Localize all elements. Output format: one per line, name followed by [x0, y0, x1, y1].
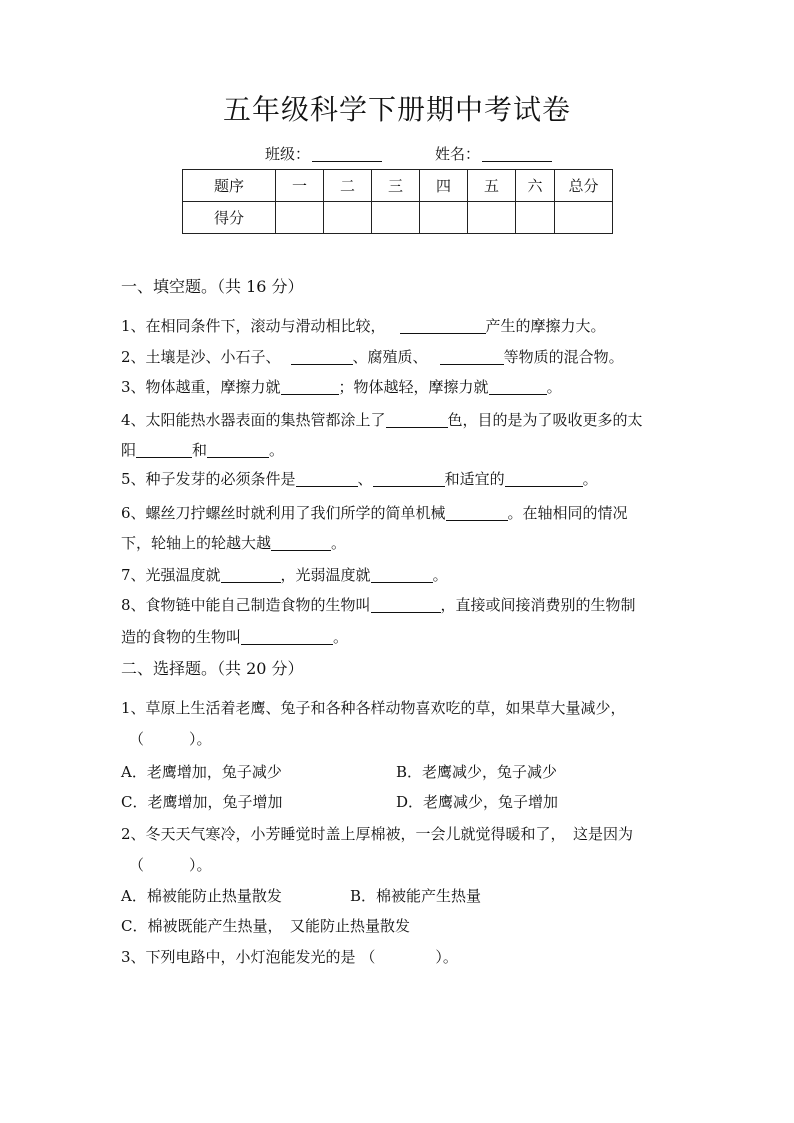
class-field [265, 143, 382, 164]
answer-blank[interactable] [221, 566, 281, 583]
choice-question-3-stem: 3、下列电路中，小灯泡能发光的是 （ ）。 [121, 948, 458, 966]
choice-question-2-paren[interactable]: （ ）。 [129, 856, 212, 874]
fill-question-7 [121, 564, 448, 585]
choice-question-2-stem: 2、冬天天气寒冷，小芳睡觉时盖上厚棉被，一会儿就觉得暖和了， 这是因为 [121, 825, 634, 843]
fill-question-8-cont [121, 626, 348, 647]
name-blank[interactable] [482, 145, 552, 162]
choice-2-option-a[interactable]: A．棉被能防止热量散发 [121, 887, 282, 905]
fill-question-5 [121, 468, 598, 489]
q-text: 。 [582, 470, 598, 488]
fill-question-2 [121, 346, 624, 367]
answer-blank[interactable] [489, 378, 547, 395]
class-label: 班级： [265, 145, 311, 163]
choice-question-1-stem: 1、草原上生活着老鹰、兔子和各种各样动物喜欢吃的草，如果草大量减少， [121, 699, 626, 717]
answer-blank[interactable] [386, 411, 448, 428]
q-text: 1、在相同条件下，滚动与滑动相比较， [121, 317, 386, 335]
q-text: 3、物体越重，摩擦力就 [121, 378, 281, 396]
q-text: 。 [432, 566, 448, 584]
fill-question-8 [121, 594, 636, 615]
score-cell[interactable] [555, 202, 613, 234]
choice-1-option-d[interactable]: D．老鹰减少，兔子增加 [396, 793, 559, 811]
answer-blank[interactable] [241, 628, 333, 645]
score-table [182, 169, 613, 234]
answer-blank[interactable] [296, 470, 358, 487]
q-text: 6、螺丝刀拧螺丝时就利用了我们所学的简单机械 [121, 504, 446, 522]
fill-question-3 [121, 376, 562, 397]
page-title: 五年级科学下册期中考试卷 [222, 93, 571, 126]
section1-title: 一、填空题。（共 16 分） [121, 277, 304, 296]
answer-blank[interactable] [373, 470, 445, 487]
q-text: 造的食物的生物叫 [121, 628, 242, 646]
answer-blank[interactable] [400, 317, 486, 334]
q-text: 4、太阳能热水器表面的集热管都涂上了 [121, 411, 386, 429]
class-blank[interactable] [312, 145, 382, 162]
choice-1-option-c[interactable]: C．老鹰增加，兔子增加 [121, 793, 283, 811]
choice-2-option-b[interactable]: B．棉被能产生热量 [350, 887, 482, 905]
score-header-row [183, 170, 613, 202]
answer-blank[interactable] [136, 441, 192, 458]
name-label: 姓名： [435, 145, 481, 163]
q-text: 8、食物链中能自己制造食物的生物叫 [121, 596, 371, 614]
score-header-cell: 总分 [555, 170, 613, 202]
choice-1-option-b[interactable]: B．老鹰减少，兔子减少 [396, 763, 558, 781]
score-cell[interactable] [324, 202, 372, 234]
q-text: 。 [269, 441, 285, 459]
score-header-cell: 一 [276, 170, 324, 202]
section2-title: 二、选择题。（共 20 分） [121, 659, 304, 678]
name-field [435, 143, 552, 164]
q-text: 、腐殖质、 [352, 348, 428, 366]
answer-blank[interactable] [281, 378, 339, 395]
q-text: ，直接或间接消费别的生物制 [440, 596, 636, 614]
score-header-cell: 题序 [183, 170, 276, 202]
q-text: 阳 [121, 441, 137, 459]
score-cell[interactable] [468, 202, 516, 234]
q-text: ；物体越轻，摩擦力就 [338, 378, 489, 396]
q-text: 2、土壤是沙、小石子、 [121, 348, 281, 366]
q-text: 下，轮轴上的轮越大越 [121, 534, 272, 552]
q-text: 。 [333, 628, 349, 646]
q-text: ，光弱温度就 [280, 566, 371, 584]
answer-blank[interactable] [271, 534, 331, 551]
q-text: 。在轴相同的情况 [507, 504, 628, 522]
fill-question-6 [121, 502, 628, 523]
fill-question-4-cont [121, 439, 284, 460]
q-text: 色，目的是为了吸收更多的太 [447, 411, 643, 429]
q-text: 。 [331, 534, 347, 552]
score-row-label: 得分 [183, 202, 276, 234]
q-text: 7、光强温度就 [121, 566, 221, 584]
answer-blank[interactable] [440, 348, 504, 365]
answer-blank[interactable] [371, 566, 433, 583]
score-cell[interactable] [372, 202, 420, 234]
score-cell[interactable] [516, 202, 555, 234]
answer-blank[interactable] [505, 470, 583, 487]
choice-1-option-a[interactable]: A．老鹰增加，兔子减少 [121, 763, 282, 781]
q-text: 等物质的混合物。 [503, 348, 624, 366]
score-cell[interactable] [420, 202, 468, 234]
fill-question-1 [121, 315, 606, 336]
q-text: 。 [546, 378, 562, 396]
score-header-cell: 三 [372, 170, 420, 202]
score-header-cell: 四 [420, 170, 468, 202]
answer-blank[interactable] [371, 596, 441, 613]
score-row [183, 202, 613, 234]
q-text: 产生的摩擦力大。 [485, 317, 606, 335]
choice-question-1-paren[interactable]: （ ）。 [129, 730, 212, 748]
q-text: 和适宜的 [444, 470, 505, 488]
answer-blank[interactable] [446, 504, 508, 521]
fill-question-4 [121, 409, 643, 430]
answer-blank[interactable] [291, 348, 353, 365]
choice-2-option-c[interactable]: C．棉被既能产生热量， 又能防止热量散发 [121, 917, 410, 935]
score-cell[interactable] [276, 202, 324, 234]
q-text: 和 [192, 441, 208, 459]
q-text: 5、种子发芽的必须条件是 [121, 470, 296, 488]
score-header-cell: 二 [324, 170, 372, 202]
score-header-cell: 五 [468, 170, 516, 202]
answer-blank[interactable] [207, 441, 269, 458]
score-header-cell: 六 [516, 170, 555, 202]
q-text: 、 [357, 470, 373, 488]
fill-question-6-cont [121, 532, 346, 553]
